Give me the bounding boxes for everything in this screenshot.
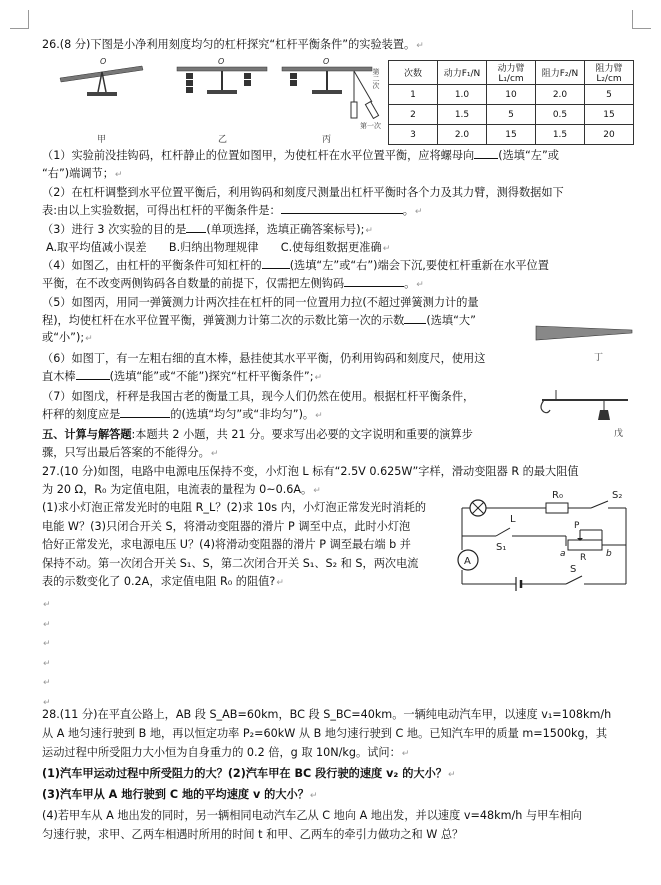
svg-text:S₁: S₁ (496, 542, 507, 553)
label-ding: 丁 (594, 353, 604, 363)
table-header-row (389, 61, 634, 85)
q26-part3-options: A.取平均值减小误差 B.归纳出物理规律 C.使每组数据更准确↵ (46, 241, 391, 254)
table-cell: 5 (487, 105, 536, 125)
switch-s2 (591, 501, 608, 508)
svg-text:R: R (580, 553, 587, 563)
figure-wu (534, 386, 634, 440)
svg-text:R₀: R₀ (552, 490, 563, 501)
table-cell: 10 (487, 85, 536, 105)
svg-text:a: a (560, 549, 566, 559)
q26-part5: （5）如图丙，用同一弹簧测力计两次挂在杠杆的同一位置用力拉(不超过弹簧测力计的量 程)，均使杠杆在水平位置平衡，弹簧测力计第二次的示数比第一次的示数 (选填“大” 或“小”);↵ (42, 296, 479, 344)
fulcrum-label: O (218, 57, 225, 66)
table-cell: 1.5 (438, 105, 487, 125)
table-cell: 15 (487, 125, 536, 145)
table-cell: 5 (585, 85, 634, 105)
label-bing: 丙 (322, 135, 332, 144)
svg-text:L: L (510, 514, 516, 525)
q26-intro: 26.(8 分)下图是小净利用刻度均匀的杠杆探究“杠杆平衡条件”的实验装置。↵ (42, 38, 424, 51)
table-row (389, 85, 634, 105)
resistor-r0 (546, 503, 568, 513)
table-header: 阻力F₂/N (536, 61, 585, 85)
circuit-diagram (456, 488, 636, 600)
section5-heading: 五、计算与解答题:本题共 2 小题，共 21 分。要求写出必要的文字说明和重要的演算步 骤，只写出最后答案的不能得分。↵ (42, 428, 473, 459)
q28: 28.(11 分)在平直公路上，AB 段 S_AB=60km，BC 段 S_BC=40km。一辆纯电动汽车甲，以速度 v₁=108km/h 从 A 地匀速行驶到 B 地，再以恒定功率 P₂=60kW 从 B 地匀速行驶到 C 地。已知汽车甲的质量 m=1500kg，其 运动过程中所受阻力大小恒为自身重力的 0.2 倍，g 取 10N/kg。试问：↵ (1)汽车甲运动过程中所受阻力的大？(2)汽车甲在 BC 段行驶的速度 v₂ 的大小？↵ (3)汽车甲从 A 地行驶到 C 地的平均速度 v 的大小？↵ (4)若甲车从 A 地出发的同时，另一辆相同电动汽车乙从 C 地向 A 地出发，并以速度 v=48km/h 与甲车相向 匀速行驶，求甲、乙两车相遇时所用的时间 t 和甲、乙两车的牵引力做功之和 W 总？ (42, 708, 612, 841)
table-cell: 20 (585, 125, 634, 145)
q26-part2: （2）在杠杆调整到水平位置平衡后，利用钩码和刻度尺测量出杠杆平衡时各个力及其力臂，测得数据如下 表:由以上实验数据，可得出杠杆的平衡条件是： 。↵ (42, 186, 564, 217)
figure-bing (282, 57, 381, 130)
table-cell: 3 (389, 125, 438, 145)
figure-jia (60, 57, 143, 96)
q26-part1: （1）实验前没挂钩码，杠杆静止的位置如图甲，为使杠杆在水平位置平衡，应将螺母向 (选填“左”或 “右”)端调节；↵ (42, 149, 559, 180)
q26-part6: （6）如图丁，有一左粗右细的直木棒，悬挂使其水平平衡，仍利用钩码和刻度尺，使用这 直木棒 (选填“能”或“不能”)探究“杠杆平衡条件”;↵ (42, 352, 486, 383)
q27-questions: (1)求小灯泡正常发光时的电阻 R_L？(2)求 10s 内，小灯泡正常发光时消耗的 电能 W？(3)只闭合开关 S，将滑动变阻器的滑片 P 调至中点，此时小灯泡 恰好正常发光，求电源电压 U？(4)将滑动变阻器的滑片 P 调至最右端 b 并 保持不动。第一次闭合开关 S₁、S，第二次闭合开关 S₁、S₂ 和 S，两次电流 表的示数变化了 0.2A，求定值电阻 R₀ 的阻值?↵ (42, 501, 427, 588)
q26-part7: （7）如图戊，杆秤是我国古老的衡量工具，现今人们仍然在使用。根据杠杆平衡条件， 杆秤的刻度应是 的(选填“均匀”或“非均匀”)。↵ (42, 390, 475, 421)
table-header: 动力臂L₁/cm (487, 61, 536, 85)
second-label: 第二次 (372, 68, 380, 89)
table-row (389, 105, 634, 125)
first-label: 第一次 (360, 122, 381, 130)
table-cell: 2.0 (438, 125, 487, 145)
lever-figures (42, 52, 387, 144)
table-header: 次数 (389, 61, 438, 85)
svg-text:S₂: S₂ (612, 490, 623, 501)
table-cell: 1.0 (438, 85, 487, 105)
switch-s1 (496, 528, 510, 536)
figure-ding (534, 318, 634, 368)
figure-yi (177, 57, 267, 94)
crop-mark-top-right (632, 10, 651, 29)
svg-text:P: P (574, 521, 580, 531)
svg-text:A: A (464, 556, 471, 567)
label-wu: 戊 (614, 429, 624, 439)
label-yi: 乙 (218, 135, 228, 144)
answer-space: ↵ ↵ ↵ ↵ ↵ ↵ (43, 600, 51, 708)
table-cell: 1.5 (536, 125, 585, 145)
rheostat-r (568, 540, 602, 550)
fulcrum-label: O (323, 57, 330, 66)
table-cell: 2 (389, 105, 438, 125)
table-cell: 1 (389, 85, 438, 105)
fulcrum-label: O (100, 57, 107, 66)
crop-mark-top-left (10, 10, 29, 29)
q26-part4: （4）如图乙，由杠杆的平衡条件可知杠杆的 (选填“左”或“右”)端会下沉,要使杠杆重新在水平位置 平衡，在不改变两侧钩码各自数量的前提下，仅需把左侧钩码 。↵ (42, 259, 549, 290)
table-cell: 0.5 (536, 105, 585, 125)
svg-text:b: b (606, 549, 612, 559)
svg-text:S: S (570, 564, 577, 575)
table-cell: 15 (585, 105, 634, 125)
table-header: 阻力臂L₂/cm (585, 61, 634, 85)
q27-intro: 27.(10 分)如图，电路中电源电压保持不变，小灯泡 L 标有“2.5V 0.625W”字样，滑动变阻器 R 的最大阻值 为 20 Ω，R₀ 为定值电阻，电流表的量程为 0~0.6A。↵ (42, 465, 579, 496)
data-table (388, 60, 634, 145)
table-cell: 2.0 (536, 85, 585, 105)
q26-part3: （3）进行 3 次实验的目的是 (单项选择，选填正确答案标号);↵ (42, 223, 373, 236)
label-jia: 甲 (97, 135, 107, 144)
table-row (389, 125, 634, 145)
table-header: 动力F₁/N (438, 61, 487, 85)
